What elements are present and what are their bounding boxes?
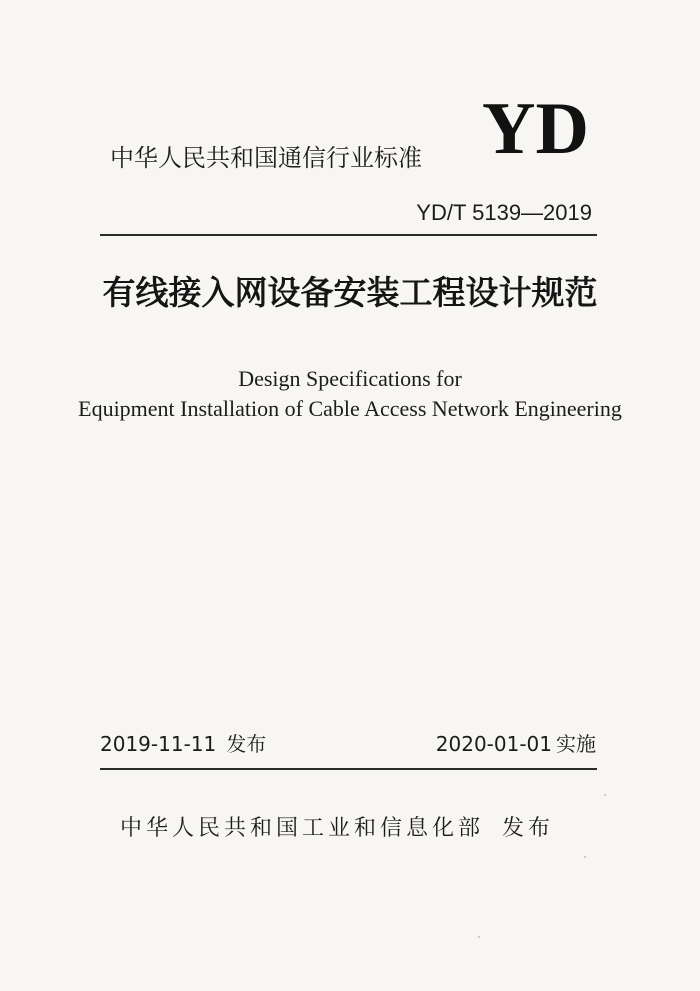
top-divider	[100, 234, 597, 236]
english-title-line-1: Design Specifications for	[238, 366, 462, 391]
english-title-line-2: Equipment Installation of Cable Access Network Engineering	[78, 396, 622, 421]
english-title	[0, 364, 700, 424]
issue-date-block	[100, 734, 266, 754]
publisher-block	[120, 818, 554, 840]
chinese-title: 有线接入网设备安装工程设计规范	[102, 273, 598, 312]
issue-date: 2019-11-11	[100, 732, 217, 756]
scan-speck	[584, 856, 586, 858]
issue-label: 发布	[226, 732, 267, 756]
effective-date-block	[436, 734, 596, 754]
bottom-divider	[100, 768, 597, 770]
effective-date: 2020-01-01	[435, 732, 552, 756]
yd-logo: YD	[482, 88, 589, 170]
publisher-name: 中华人民共和国工业和信息化部	[120, 816, 485, 841]
industry-standard-label: 中华人民共和国通信行业标准	[110, 144, 422, 172]
scan-speck	[478, 936, 480, 938]
publisher-action: 发布	[502, 816, 555, 841]
scan-speck	[604, 794, 606, 796]
effective-label: 实施	[556, 732, 596, 756]
standard-number: YD/T 5139—2019	[416, 200, 592, 225]
